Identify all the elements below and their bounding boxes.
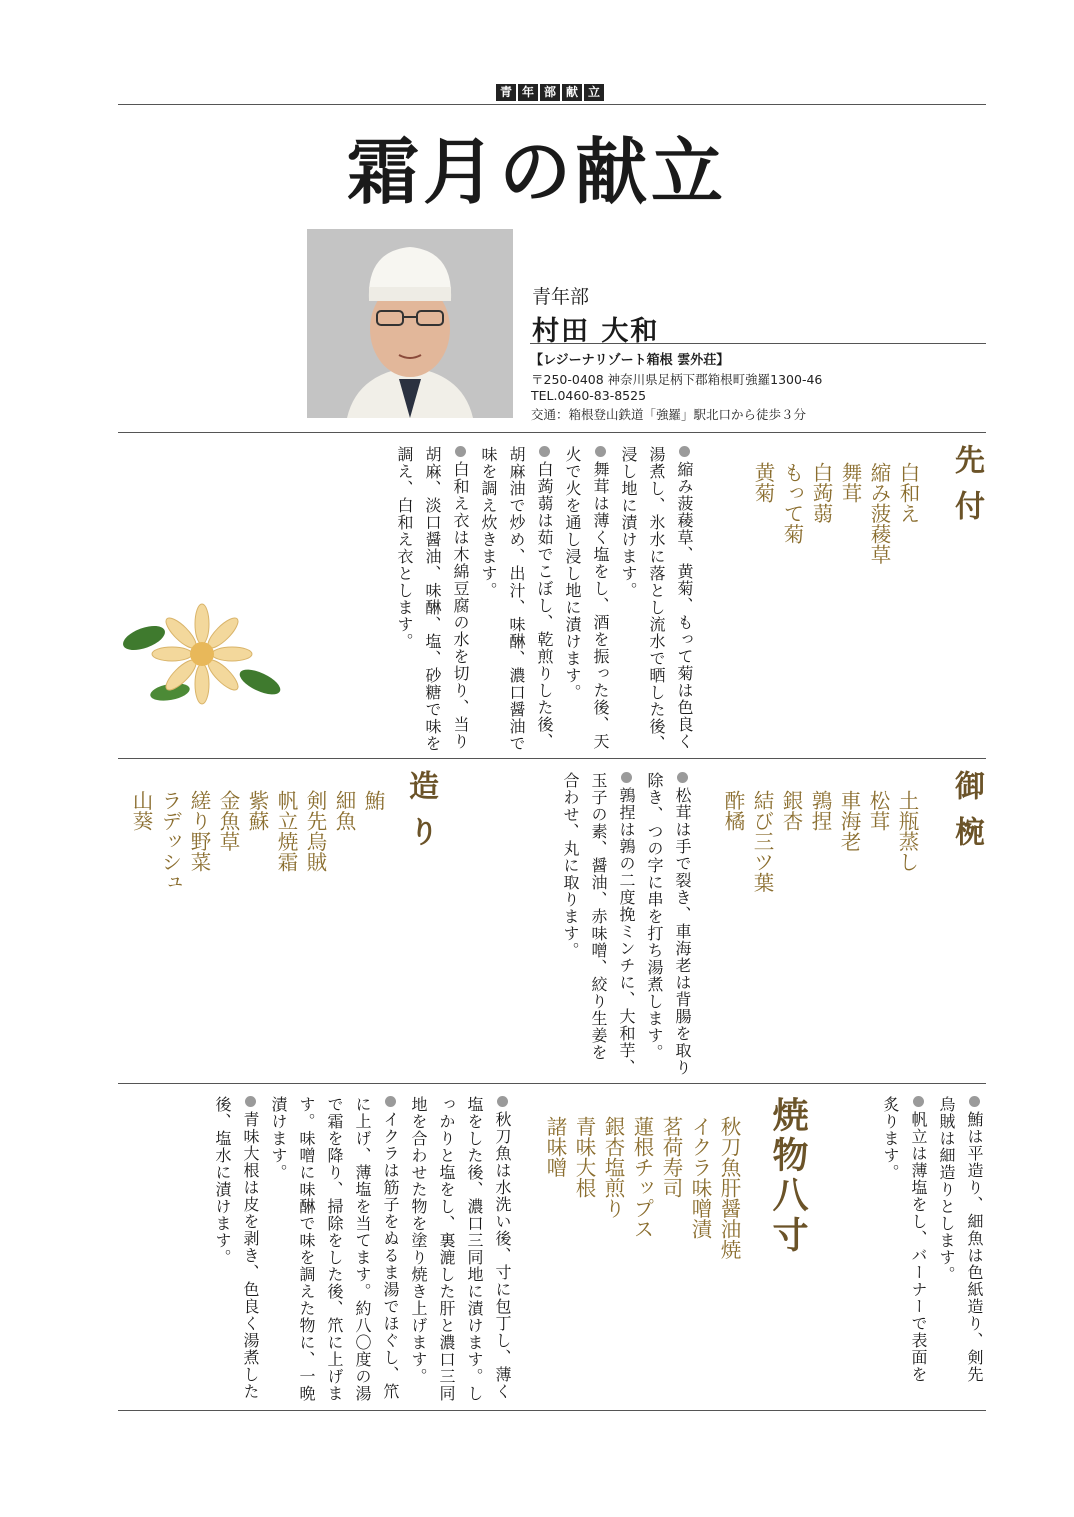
tag-char: 年: [518, 84, 538, 101]
menu-item: 車海老: [837, 790, 861, 852]
menu-item: 白蒟蒻: [809, 462, 833, 524]
menu-item: 縮み菠薐草: [867, 462, 891, 565]
bullet-icon: [913, 1096, 924, 1107]
menu-item: 銀杏塩煎り: [601, 1116, 625, 1219]
menu-item: 鶉捏: [808, 790, 832, 831]
chef-photo: [307, 229, 513, 418]
shop-tel: TEL.0460-83-8525: [531, 388, 647, 403]
menu-item: 金魚草: [216, 790, 240, 852]
section-tag: [496, 84, 604, 101]
menu-item: 銀杏: [779, 790, 803, 831]
bullet-icon: [385, 1096, 396, 1107]
recipe-paragraph: 鮪は平造り、細魚は色紙造り、剣先烏賊は細造りとします。: [937, 1096, 984, 1383]
menu-item: 結び三ツ葉: [750, 790, 774, 893]
page-title: 霜月の献立: [346, 129, 727, 214]
recipe-paragraph: 舞茸は薄く塩をし、酒を振った後、天火で火を通し浸し地に漬けます。: [563, 446, 610, 750]
bullet-icon: [539, 446, 550, 457]
owan-menu: [718, 790, 921, 1050]
bullet-icon: [595, 446, 606, 457]
tsukuri-menu: [126, 790, 387, 1070]
shop-address: 〒250-0408 神奈川県足柄下郡箱根町強羅1300-46: [531, 372, 823, 387]
recipe-paragraph: 青味大根は皮を剥き、色良く湯煮した後、塩水に漬けます。: [213, 1096, 260, 1400]
recipe-paragraph: 松茸は手で裂き、車海老は背腸を取り除き、つの字に串を打ち湯煮します。: [645, 772, 692, 1076]
bullet-icon: [677, 772, 688, 783]
recipe-paragraph: 白蒟蒻は茹でこぼし、乾煎りした後、胡麻油で炒め、出汁、味醂、濃口醤油で味を調え炊きます。: [479, 446, 554, 752]
sakizuke-heading: 先付: [949, 444, 984, 536]
yakimono-heading: 焼物八寸: [767, 1096, 808, 1256]
menu-item: 茗荷寿司: [659, 1116, 683, 1198]
menu-item: もって菊: [780, 462, 804, 544]
recipe-paragraph: 帆立は薄塩をし、バーナーで表面を炙ります。: [881, 1096, 928, 1383]
owan-text: [516, 772, 696, 1076]
tag-char: 青: [496, 84, 516, 101]
yakimono-text: [128, 1096, 516, 1402]
section-divider: [118, 1083, 986, 1084]
menu-item: 蓮根チップス: [630, 1116, 654, 1239]
menu-item: 鮪: [361, 790, 385, 811]
footer-divider: [118, 1410, 986, 1411]
menu-item: 諸味噌: [543, 1116, 567, 1178]
bullet-icon: [969, 1096, 980, 1107]
section-divider: [118, 432, 986, 433]
menu-item: 帆立焼霜: [274, 790, 298, 872]
tag-char: 立: [584, 84, 604, 101]
chef-name: 村田 大和: [532, 316, 660, 347]
owan-heading: 御椀: [949, 770, 984, 862]
menu-item: 剣先烏賊: [303, 790, 327, 872]
menu-item: 白和え: [896, 462, 920, 524]
bullet-icon: [497, 1096, 508, 1107]
menu-item: 紫蘇: [245, 790, 269, 831]
chrysanthemum-icon: [122, 600, 284, 708]
recipe-paragraph: イクラは筋子をぬるま湯でほぐし、笊に上げ、薄塩を当てます。約八〇度の湯で霜を降り、掃除をした後、笊に上げます。味噌に味醂で味を調えた物に、一晩漬けます。: [269, 1096, 400, 1402]
bullet-icon: [621, 772, 632, 783]
department-label: 青年部: [532, 286, 590, 308]
shop-access: 交通：箱根登山鉄道「強羅」駅北口から徒歩３分: [531, 407, 807, 422]
tag-char: 献: [562, 84, 582, 101]
header-divider: [118, 104, 986, 105]
menu-item: ラデッシュ: [158, 790, 182, 893]
tag-char: 部: [540, 84, 560, 101]
tsukuri-heading: 造り: [403, 770, 438, 862]
yakimono-menu: [540, 1116, 743, 1386]
shop-name: 【レジーナリゾート箱根 雲外荘】: [530, 353, 730, 368]
tsukuri-text: [870, 1096, 988, 1396]
bullet-icon: [679, 446, 690, 457]
menu-item: 黄菊: [751, 462, 775, 503]
recipe-paragraph: 縮み菠薐草、黄菊、もって菊は色良く湯煮し、氷水に落とし流水で晒した後、浸し地に漬けます。: [619, 446, 694, 752]
menu-item: 秋刀魚肝醤油焼: [717, 1116, 741, 1260]
sakizuke-menu: [748, 462, 922, 752]
menu-item: 松茸: [866, 790, 890, 831]
section-divider: [118, 758, 986, 759]
menu-item: イクラ味噌漬: [688, 1116, 712, 1239]
bullet-icon: [245, 1096, 256, 1107]
recipe-paragraph: 秋刀魚は水洗い後、寸に包丁し、薄く塩をした後、濃口三同地に漬けます。しっかりと塩をし、裏漉した肝と濃口三同地を合わせた物を塗り焼き上げます。: [409, 1096, 512, 1402]
menu-item: 青味大根: [572, 1116, 596, 1198]
menu-item: 細魚: [332, 790, 356, 831]
menu-item: 舞茸: [838, 462, 862, 503]
menu-item: 土瓶蒸し: [895, 790, 919, 872]
profile-divider: [530, 343, 986, 344]
recipe-paragraph: 鶉捏は鶉の二度挽ミンチに、大和芋、玉子の素、醤油、赤味噌、絞り生姜を合わせ、丸に取ります。: [561, 772, 636, 1076]
menu-item: 酢橘: [721, 790, 745, 831]
sakizuke-text: [338, 446, 698, 752]
recipe-paragraph: 白和え衣は木綿豆腐の水を切り、当り胡麻、淡口醤油、味醂、塩、砂糖で味を調え、白和え衣とします。: [395, 446, 470, 752]
menu-item: 山葵: [129, 790, 153, 831]
menu-item: 縒り野菜: [187, 790, 211, 872]
bullet-icon: [455, 446, 466, 457]
